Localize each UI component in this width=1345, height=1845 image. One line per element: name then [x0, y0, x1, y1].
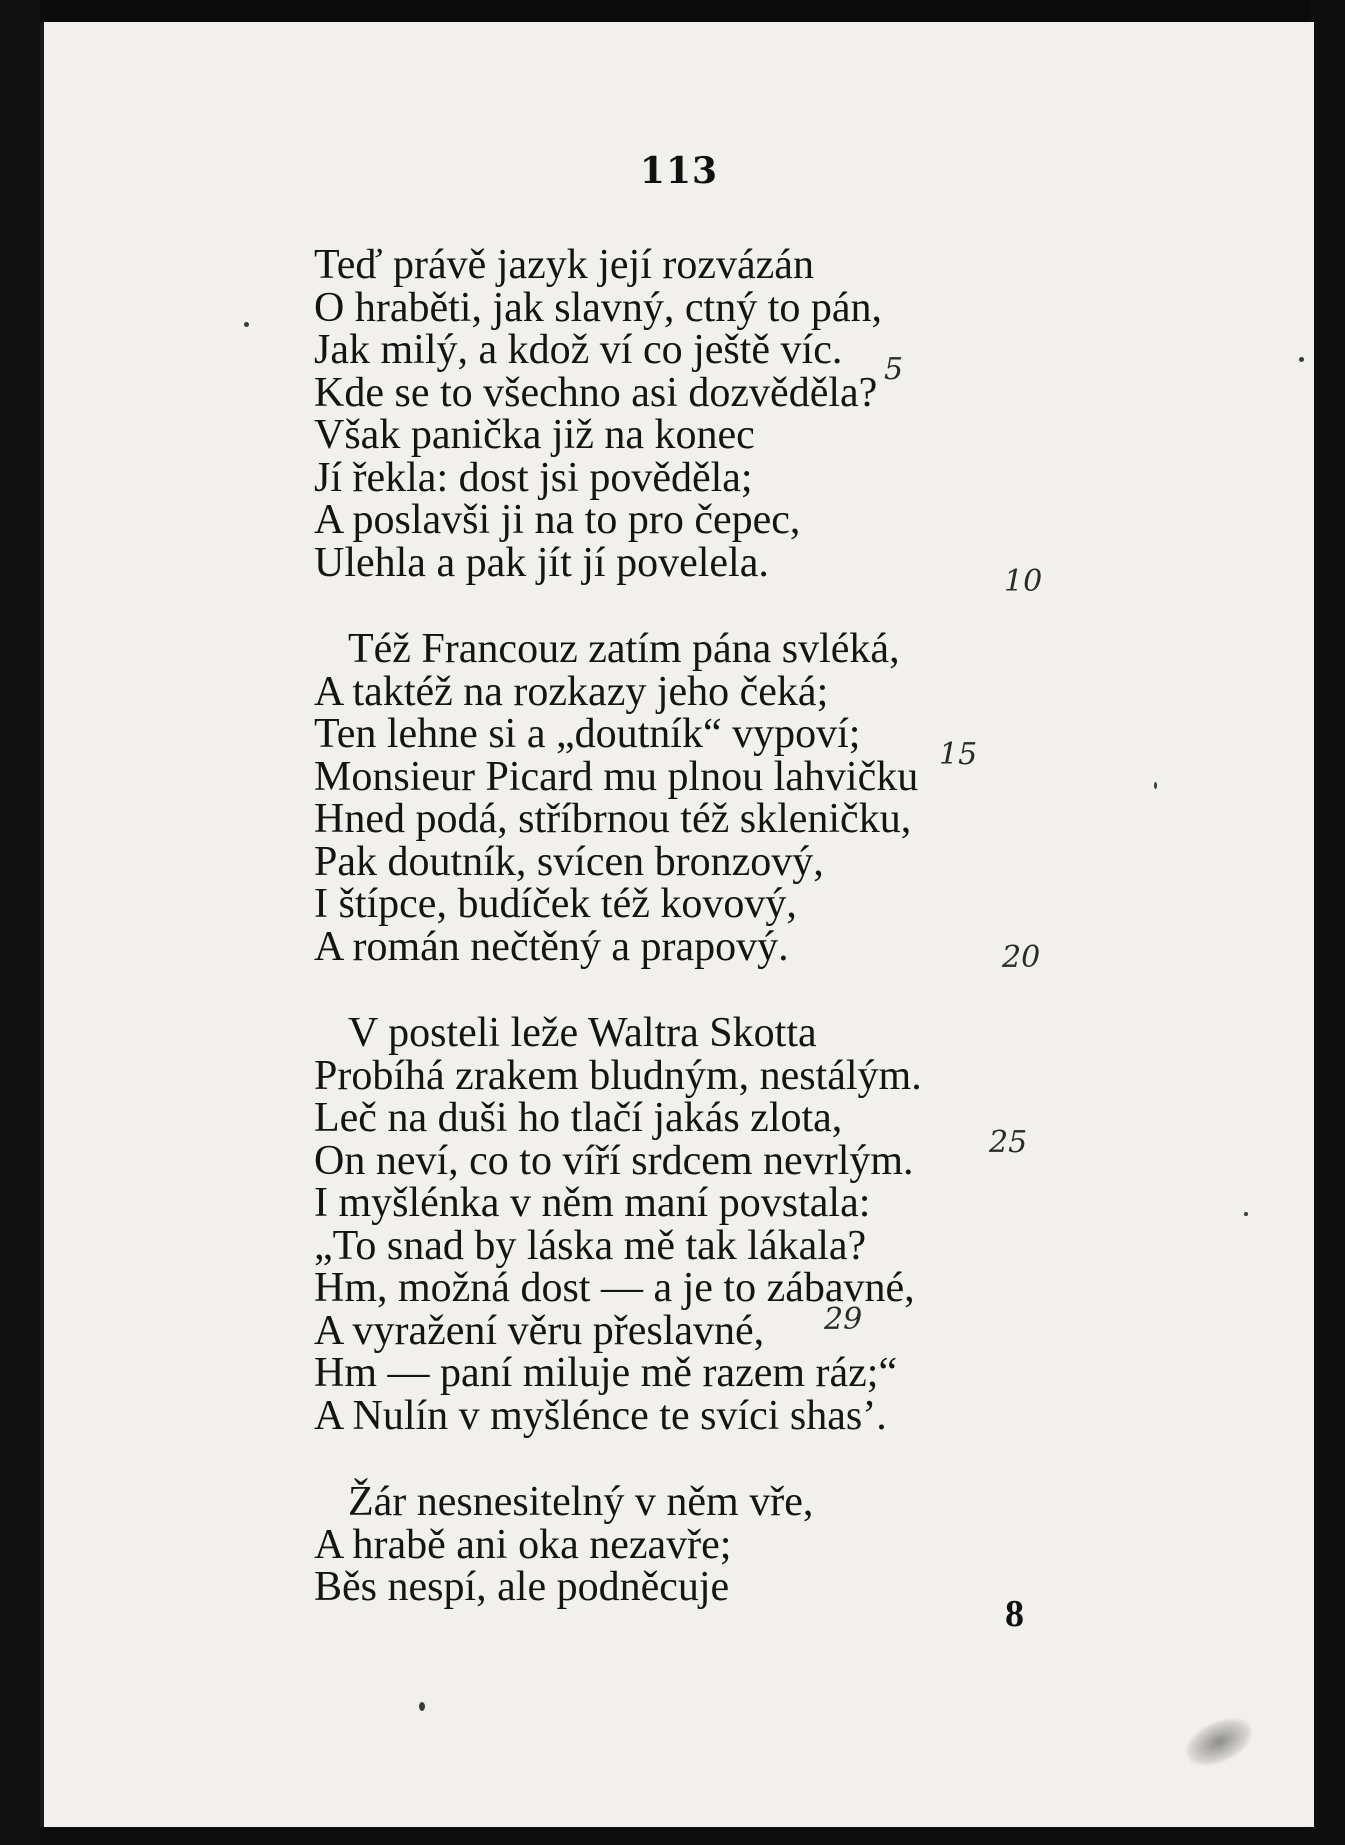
- handwritten-line-count: 10: [1004, 564, 1043, 599]
- verse-line: Hm, možná dost — a je to zábavné,: [314, 1265, 915, 1311]
- verse-line: V posteli leže Waltra Skotta: [348, 1010, 817, 1056]
- verse-line: A poslavši ji na to pro čepec,: [314, 497, 801, 543]
- stanza-4: [314, 1481, 1074, 1609]
- verse-line: Ten lehne si a „doutník“ vypoví;: [314, 711, 861, 757]
- scan-speck: [1299, 357, 1304, 362]
- verse-line: Jí řekla: dost jsi pověděla;: [314, 454, 753, 501]
- stanza-2: [314, 628, 1074, 968]
- verse-line: Monsieur Picard mu plnou lahvičku: [314, 753, 919, 800]
- handwritten-line-count: 15: [939, 737, 978, 772]
- verse-line: Ulehla a pak jít jí povelela.: [314, 539, 769, 586]
- verse-line: Běs nespí, ale podněcuje: [314, 1564, 730, 1610]
- verse-line: Probíhá zrakem bludným, nestálým.: [314, 1052, 922, 1099]
- verse-line: A vyražení věru přeslavné,: [314, 1307, 765, 1354]
- verse-line: A hrabě ani oka nezavře;: [314, 1521, 732, 1568]
- stanza-1: [314, 244, 1074, 584]
- scan-border-top: [0, 0, 1345, 22]
- scan-speck: [1244, 1212, 1248, 1216]
- verse-line: Hm — paní miluje mě razem ráz;“: [314, 1350, 898, 1396]
- stanza-3: [314, 1012, 1074, 1437]
- page-number: 113: [639, 150, 719, 192]
- verse-line: Žár nesnesitelný v něm vře,: [348, 1479, 814, 1525]
- scan-speck: [1154, 782, 1157, 789]
- verse-line: A román nečtěný a prapový.: [314, 923, 789, 970]
- verse-line: „To snad by láska mě tak lákala?: [314, 1222, 867, 1269]
- verse-line: Leč na duši ho tlačí jakás zlota,: [314, 1095, 843, 1141]
- handwritten-line-count: 25: [989, 1125, 1028, 1160]
- verse-line: I štípce, budíček též kovový,: [314, 881, 797, 927]
- handwritten-line-count: 20: [1002, 940, 1041, 975]
- verse-line: Však panička již na konec: [314, 412, 755, 458]
- handwritten-line-count: 5: [884, 352, 904, 387]
- poem-text: [314, 244, 1074, 1653]
- verse-line: Též Francouz zatím pána svléká,: [348, 626, 900, 672]
- verse-line: Pak doutník, svícen bronzový,: [314, 838, 824, 885]
- verse-line: Hned podá, stříbrnou též skleničku,: [314, 796, 912, 842]
- verse-line: On neví, co to víří srdcem nevrlým.: [314, 1137, 914, 1184]
- verse-line: I myšlénka v něm maní povstala:: [314, 1180, 871, 1226]
- verse-line: Kde se to všechno asi dozvěděla?: [314, 369, 878, 416]
- verse-line: A Nulín v myšlénce te svíci shas’.: [314, 1392, 887, 1439]
- printer-signature-mark: 8: [1005, 1593, 1024, 1635]
- handwritten-line-count: 29: [824, 1302, 863, 1337]
- book-page: [40, 22, 1314, 1827]
- verse-line: Jak milý, a kdož ví co ještě víc.: [314, 327, 843, 373]
- ink-smudge: [1179, 1709, 1259, 1775]
- scan-speck: [244, 322, 249, 327]
- scan-speck: [419, 1702, 425, 1711]
- verse-line: Teď právě jazyk její rozvázán: [314, 242, 814, 288]
- scan-border-right: [1310, 0, 1345, 1845]
- verse-line: O hraběti, jak slavný, ctný to pán,: [314, 284, 883, 331]
- scan-border-left: [0, 0, 40, 1845]
- verse-line: A taktéž na rozkazy jeho čeká;: [314, 668, 829, 715]
